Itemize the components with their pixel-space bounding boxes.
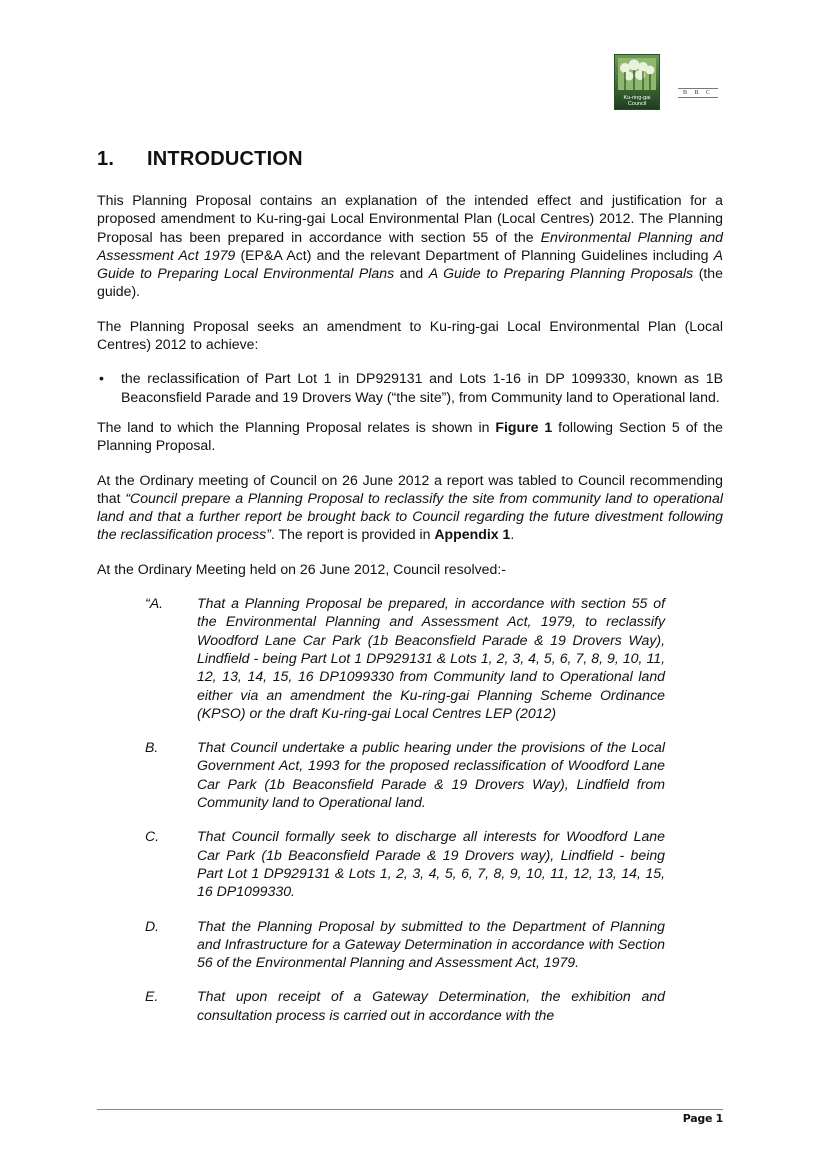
section-heading — [97, 148, 723, 171]
resolution-list — [145, 594, 665, 1024]
resolution-item — [145, 987, 665, 1024]
text-run: (the guide). — [97, 265, 723, 300]
text-run: following Section 5 of the Planning Proposal. — [97, 418, 723, 454]
text-run: . The report is provided in — [270, 526, 435, 543]
partner-logo-rule — [672, 100, 726, 104]
appendix-reference: Appendix 1 — [434, 526, 511, 543]
text-run: This Planning Proposal contains an explanation of the intended effect and justification for a proposed amendment to Ku-ring-gai Local Environmental Plan (Local Centres) 2012. The Planning Proposal has been prepared in accordance with section 55 of the — [97, 192, 723, 245]
paragraph-amendment: The Planning Proposal seeks an amendment to Ku-ring-gai Local Environmental Plan (Local Centres) 2012 to achieve: — [97, 317, 723, 353]
resolution-item — [145, 917, 665, 972]
page-number: Page 1 — [682, 1112, 723, 1125]
council-logo-text: Ku-ring-gai Council — [623, 95, 651, 107]
text-run: . — [510, 526, 515, 543]
paragraph-land — [97, 418, 723, 455]
text-run: and — [394, 265, 429, 282]
resolution-letter: “A. — [145, 595, 164, 612]
trees-icon — [618, 58, 656, 90]
resolution-letter: B. — [145, 739, 159, 756]
partner-logo — [672, 88, 726, 110]
bullet-list — [97, 369, 723, 406]
text-run: (EP&A Act) and the relevant Department of Planning Guidelines including — [235, 246, 714, 263]
resolution-letter: C. — [145, 828, 160, 845]
bullet-text: the reclassification of Part Lot 1 in DP929131 and Lots 1-16 in DP 1099330, known as 1B Beaconsfield Parade and 19 Drovers Way (“the site”), from Community land to Operational land. — [121, 370, 723, 405]
resolution-text: That Council undertake a public hearing under the provisions of the Local Government Act, 1993 for the proposed reclassification of Woodford Lane Car Park (1b Beaconsfield Parade & 19 Drovers Way), Lindfield from Community land to Operational land. — [197, 739, 665, 811]
resolution-text: That the Planning Proposal by submitted to the Department of Planning and Infrastructure for a Gateway Determination in accordance with Section 56 of the Environmental Planning and Assessment Act, 1979. — [197, 917, 665, 971]
header-logos — [614, 54, 726, 112]
paragraph-resolved: At the Ordinary Meeting held on 26 June 2012, Council resolved:- — [97, 560, 506, 577]
recommendation-quote: “Council prepare a Planning Proposal to reclassify the site from community land to operational land and that a further report be brought back to Council regarding the future divestment following the reclassification process” — [97, 489, 723, 543]
section-title: INTRODUCTION — [147, 148, 303, 170]
resolution-item — [145, 827, 665, 900]
text-run: The land to which the Planning Proposal relates is shown in — [97, 418, 496, 435]
text-run: At the Ordinary meeting of Council on 26 June 2012 a report was tabled to Council recommending that — [97, 471, 723, 506]
resolution-letter: D. — [145, 917, 160, 934]
guide-title: A Guide to Preparing Local Environmental Plans — [97, 246, 723, 282]
resolution-text: That upon receipt of a Gateway Determination, the exhibition and consultation process is carried out in accordance with the — [197, 988, 665, 1023]
resolution-text: That a Planning Proposal be prepared, in accordance with section 55 of the Environmental Planning and Assessment Act, 1979, to reclassify Woodford Lane Car Park (1b Beaconsfield Parade & 19 Drovers Way), Lindfield - being Part Lot 1 DP929131 & Lots 1, 2, 3, 4, 5, 6, 7, 8, 9, 10, 11, 12, 13, 14, 15, 16 DP1099330 from Community land to Operational land either via an amendment the Ku-ring-gai Planning Scheme Ordinance (KPSO) or the draft Ku-ring-gai Local Centres LEP (2012) — [197, 595, 665, 721]
document-body — [97, 148, 723, 1040]
section-number: 1. — [97, 148, 115, 170]
council-logo — [614, 54, 660, 110]
figure-reference: Figure 1 — [495, 418, 553, 435]
resolution-item — [145, 738, 665, 811]
act-name: Environmental Planning and Assessment Act 1979 — [97, 228, 723, 263]
resolution-letter: E. — [145, 988, 159, 1005]
list-item — [97, 369, 723, 406]
partner-logo-letters: B B C — [678, 88, 718, 98]
paragraph-intro — [97, 191, 723, 301]
paragraph-meeting — [97, 471, 723, 544]
resolution-text: That Council formally seek to discharge all interests for Woodford Lane Car Park (1b Beaconsfield Parade & 19 Drovers way), Lindfield - being Part Lot 1 DP929131 & Lots 1, 2, 3, 4, 5, 6, 7, 8, 9, 10, 11, 12, 13, 14, 15, 16 DP1099330. — [197, 828, 665, 900]
guide-title: A Guide to Preparing Planning Proposals — [428, 265, 694, 282]
resolution-item — [145, 594, 665, 722]
bullet-icon: • — [99, 370, 104, 387]
footer-divider — [97, 1109, 723, 1110]
